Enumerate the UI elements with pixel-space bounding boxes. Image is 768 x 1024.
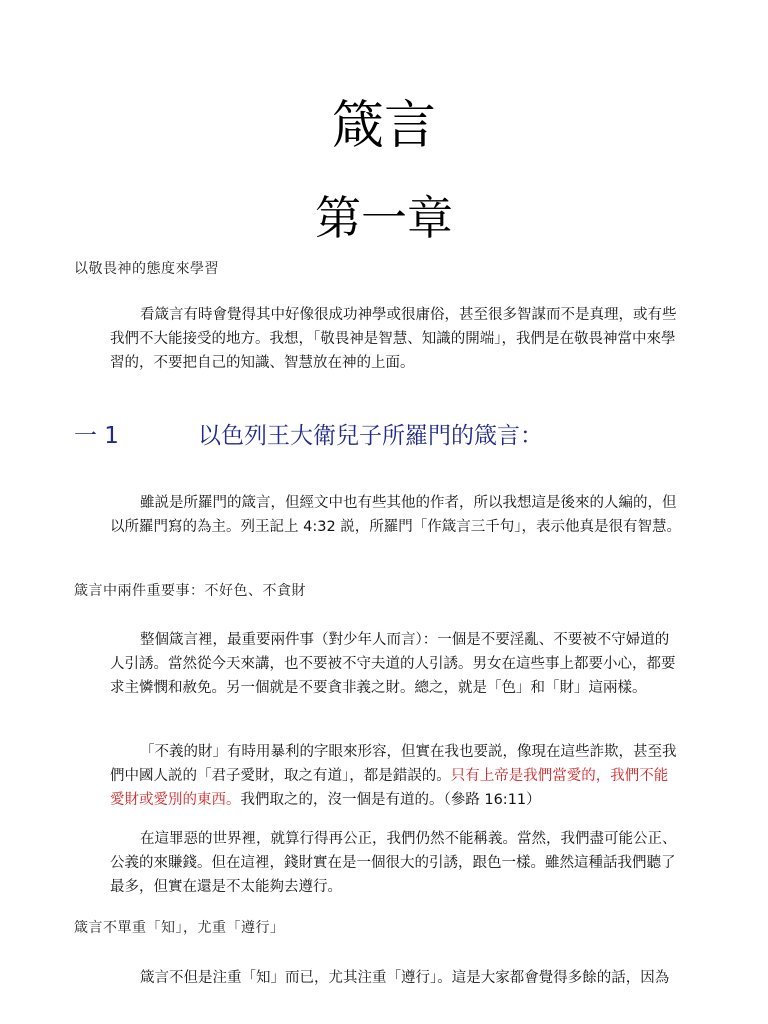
section-paragraph-text: 雖説是所羅門的箴言，但經文中也有些其他的作者，所以我想這是後來的人編的，但以所羅門寫的為主。列王記上 4:32 説，所羅門「作箴言三千句」，表示他真是很有智慧。 — [110, 495, 682, 535]
topic1-paragraph-3-text: 在這罪惡的世界裡，就算行得再公正，我們仍然不能稱義。當然，我們盡可能公正、公義的來賺錢。但在這裡，錢財實在是一個很大的引誘，跟色一樣。雖然這種話我們聽了最多，但實在還是不太能夠去遵行。 — [110, 831, 677, 895]
section-heading — [74, 420, 694, 452]
topic1-paragraph-2-after: 我們取之的，沒一個是有道的。（參路 16:11） — [240, 792, 541, 808]
section-title: 以色列王大衛兒子所羅門的箴言： — [198, 423, 543, 449]
intro-paragraph-text: 看箴言有時會覺得其中好像很成功神學或很庸俗，甚至很多智謀而不是真理，或有些我們不大能接受的地方。我想，「敬畏神是智慧、知識的開端」，我們是在敬畏神當中來學習的，不要把自己的知識、智慧放在神的上面。 — [110, 307, 677, 371]
topic1-paragraph-3 — [110, 827, 682, 899]
topic1-heading: 箴言中兩件重要事：不好色、不貪財 — [74, 583, 306, 599]
topic1-paragraph-2-before: 「不義的財」有時用暴利的字眼來形容，但實在我也要説，像現在這些詐欺，甚至我們中國人説的「君子愛財，取之有道」，都是錯誤的。 — [110, 744, 677, 784]
chapter-title: 第一章 — [315, 191, 453, 245]
section-paragraph — [110, 491, 682, 539]
topic1-paragraph-2-highlight: 只有上帝是我們當愛的，我們不能愛財或愛別的東西。 — [110, 768, 669, 808]
topic1-paragraph-1-text: 整個箴言裡，最重要兩件事（對少年人而言）：一個是不要淫亂、不要被不守婦道的人引誘。當然從今天來講，也不要被不守夫道的人引誘。男女在這些事上都要小心，都要求主憐憫和赦免。另一個就是不要貪非義之財。總之，就是「色」和「財」這兩樣。 — [110, 632, 676, 696]
intro-heading: 以敬畏神的態度來學習 — [74, 261, 219, 277]
topic2-heading: 箴言不單重「知」，尤重「遵行」 — [74, 920, 285, 936]
topic1-paragraph-1 — [110, 628, 682, 700]
document-title: 箴言 — [331, 96, 436, 156]
section-number: 一 1 — [74, 423, 119, 449]
topic2-paragraph-1 — [110, 966, 682, 990]
topic1-paragraph-2 — [110, 740, 682, 812]
topic2-paragraph-1-text: 箴言不但是注重「知」而已，尤其注重「遵行」。這是大家都會覺得多餘的話，因為 — [140, 970, 670, 986]
intro-paragraph — [110, 303, 682, 375]
